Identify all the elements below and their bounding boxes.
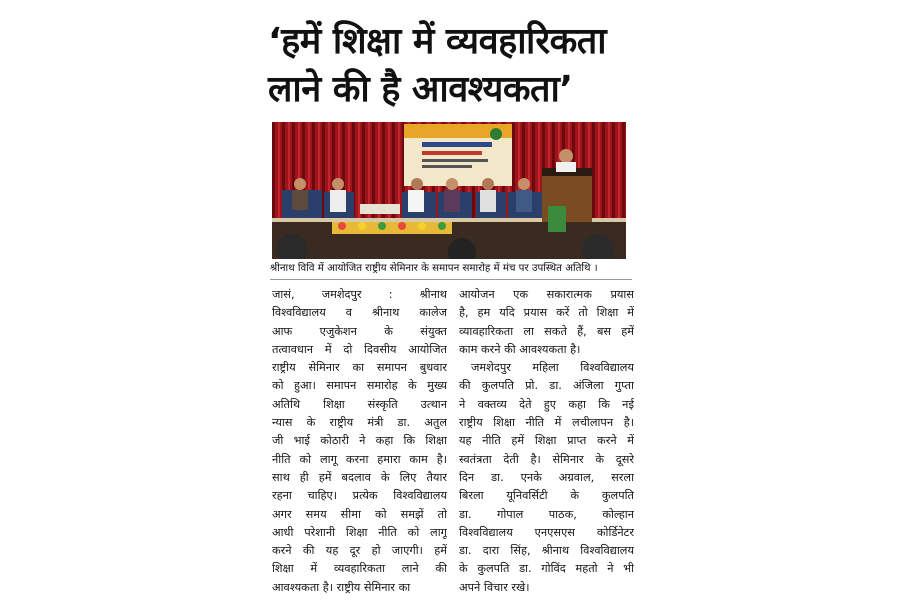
column-2-line: डा. गोपाल पाठक, कोल्हान [459,507,634,521]
news-photo [272,122,626,259]
column-1-line: जी भाई कोठारी ने कहा कि शिक्षा [272,434,447,448]
column-2-line: जमशेदपुर महिला विश्वविद्यालय [471,361,634,375]
photo-caption: श्रीनाथ विवि में आयोजित राष्ट्रीय सेमिनार के समापन समारोह में मंच पर उपस्थित अतिथि । [270,263,598,274]
column-1-line: न्यास के राष्ट्रीय मंत्री डा. अतुल [272,416,447,430]
column-2-line: की कुलपति प्रो. डा. अंजिला गुप्ता [459,379,634,393]
column-1-line: साथ ही हमें बदलाव के लिए तैयार [272,470,447,484]
column-2-line: है, हम यदि प्रयास करें तो शिक्षा में [459,306,634,320]
article-column-1 [272,286,447,597]
column-1-line: आफ एजुकेशन के संयुक्त [272,324,447,338]
column-1-line: अगर समय सीमा को समझें तो [272,507,447,521]
column-1-line: अतिथि शिक्षा संस्कृति उत्थान [272,397,447,411]
headline-line-2: लाने की है आवश्यकता’ [268,69,573,110]
column-2-line: के कुलपति डा. गोविंद महतो ने भी [459,562,634,576]
column-2-line: स्वतंत्रता देती है। सेमिनार के दूसरे [459,452,634,466]
column-1-line: रहना चाहिए। प्रत्येक विश्वविद्यालय [272,489,447,503]
column-1-line: नीति को लागू करना हमारा काम है। [272,452,447,466]
column-1-line: विश्वविद्यालय व श्रीनाथ कालेज [272,306,447,320]
column-1-line: आवश्यकता है। राष्ट्रीय सेमिनार का [272,580,411,594]
column-2-line: आयोजन एक सकारात्मक प्रयास [459,288,634,301]
column-1-line: को हुआ। समापन समारोह के मुख्य [272,379,447,393]
column-1-line: राष्ट्रीय सेमिनार का समापन बुधवार [272,361,447,375]
headline-line-1: ‘हमें शिक्षा में व्यवहारिकता [268,21,607,62]
column-1-line: करने की यह दूर हो जाएगी। हमें [272,544,447,558]
column-2-line: बिरला यूनिवर्सिटी के कुलपति [459,489,634,503]
seminar-stage-image [272,122,626,259]
article-column-2 [459,286,634,597]
column-2-line: यह नीति हमें शिक्षा प्राप्त करने में [459,434,634,448]
column-2-line: अपने विचार रखे। [459,580,530,594]
column-1-line: शिक्षा में व्यवहारिकता लाने की [272,562,447,576]
headline [268,18,648,114]
column-2-line: विश्वविद्यालय एनएसएस कोर्डिनेटर [459,525,634,539]
column-2-line: काम करने की आवश्यकता है। [459,342,581,356]
column-1-line: जासं, जमशेदपुर : श्रीनाथ [272,288,447,301]
column-2-line: डा. दारा सिंह, श्रीनाथ विश्वविद्यालय [459,544,634,558]
column-1-line: तत्वावधान में दो दिवसीय आयोजित [272,342,447,356]
column-2-line: राष्ट्रीय शिक्षा नीति में लचीलापन है। [459,416,634,430]
caption-divider [270,279,632,280]
column-1-line: आधी परेशानी शिक्षा नीति को लागू [272,525,447,539]
column-2-line: दिन डा. एनके अग्रवाल, सरला [459,470,634,484]
column-2-line: ने वक्तव्य देते हुए कहा कि नई [459,397,634,411]
column-2-line: व्यावहारिकता ला सकते हैं, बस हमें [459,324,634,338]
